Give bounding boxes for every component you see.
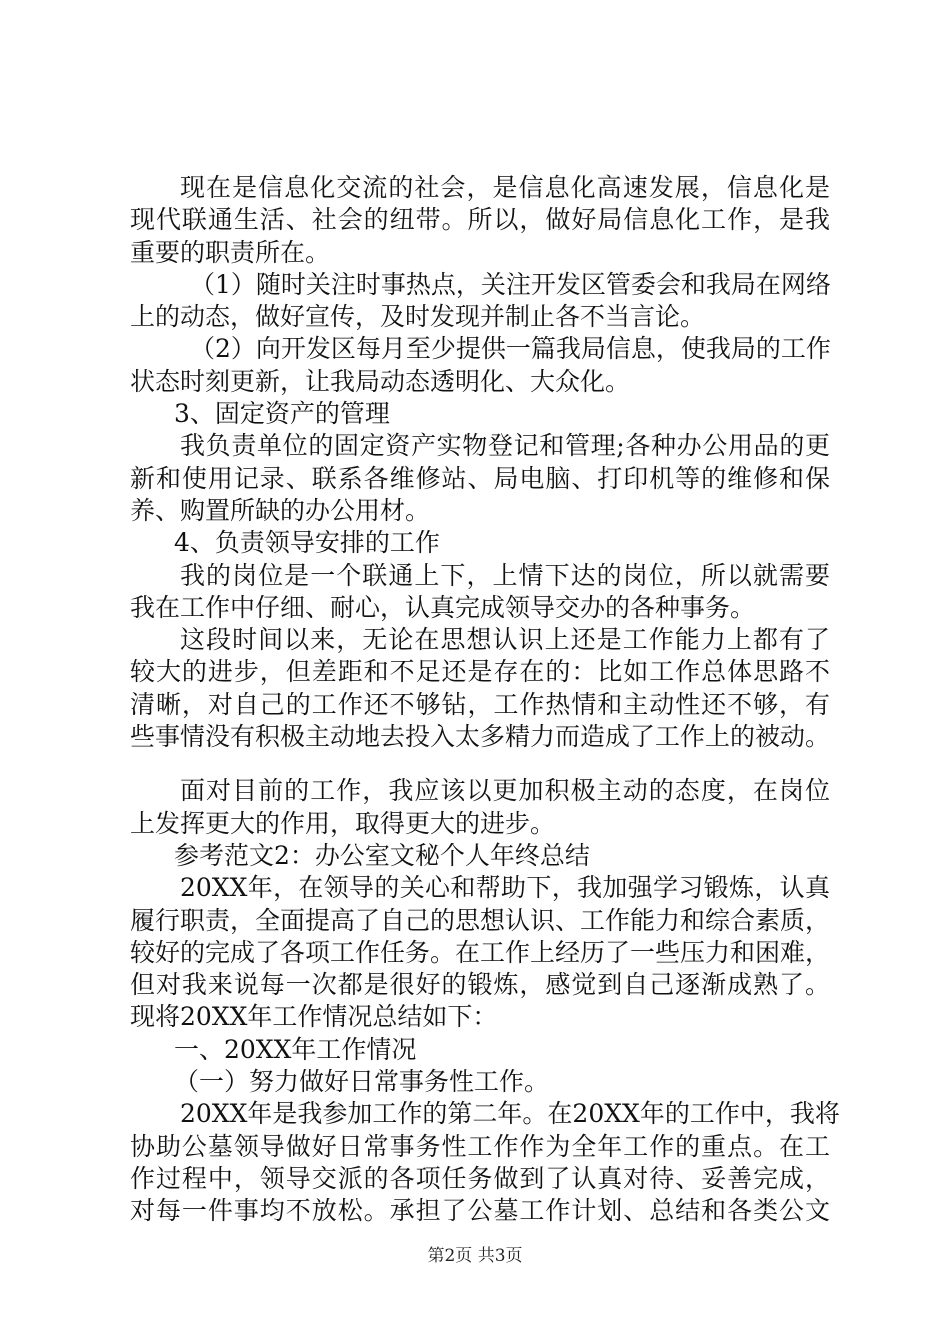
text-line: 些事情没有积极主动地去投入太多精力而造成了工作上的被动。 [130, 722, 831, 752]
text-line: 现代联通生活、社会的纽带。所以，做好局信息化工作，是我 [130, 205, 830, 235]
text-line: 20XX年，在领导的关心和帮助下，我加强学习锻炼，认真 [180, 873, 830, 903]
text-line: 较大的进步，但差距和不足还是存在的：比如工作总体思路不 [130, 657, 830, 687]
text-line: 20XX年是我参加工作的第二年。在20XX年的工作中，我将 [180, 1099, 840, 1129]
text-line: 我在工作中仔细、耐心，认真完成领导交办的各种事务。 [130, 592, 756, 622]
text-line: 新和使用记录、联系各维修站、局电脑、打印机等的维修和保 [130, 463, 830, 493]
subsection-heading: （一）努力做好日常事务性工作。 [174, 1067, 550, 1097]
text-line: 现将20XX年工作情况总结如下： [130, 1002, 498, 1032]
text-line: 状态时刻更新，让我局动态透明化、大众化。 [130, 366, 631, 396]
section-heading: 一、20XX年工作情况 [174, 1034, 417, 1064]
text-line: 较好的完成了各项工作任务。在工作上经历了一些压力和困难， [130, 937, 831, 967]
text-line: 这段时间以来，无论在思想认识上还是工作能力上都有了 [180, 625, 830, 655]
text-line: 养、购置所缺的办公用材。 [130, 495, 431, 525]
text-line: 作过程中，领导交派的各项任务做到了认真对待、妥善完成， [130, 1163, 830, 1193]
section-heading: 3、固定资产的管理 [174, 399, 390, 429]
document-body [130, 172, 840, 1228]
section-heading: 4、负责领导安排的工作 [174, 528, 440, 558]
text-line: 重要的职责所在。 [130, 237, 331, 267]
page-number-footer: 第2页 共3页 [427, 1246, 523, 1266]
text-line: 上发挥更大的作用，取得更大的进步。 [130, 808, 556, 838]
text-line: （2）向开发区每月至少提供一篇我局信息，使我局的工作 [190, 334, 831, 364]
text-line: 清晰，对自己的工作还不够钻，工作热情和主动性还不够，有 [130, 689, 830, 719]
text-line: 面对目前的工作，我应该以更加积极主动的态度，在岗位 [180, 776, 830, 806]
text-line: 上的动态，做好宣传，及时发现并制止各不当言论。 [130, 302, 706, 332]
text-line: 我负责单位的固定资产实物登记和管理;各种办公用品的更 [180, 431, 830, 461]
section-heading: 参考范文2：办公室文秘个人年终总结 [174, 840, 590, 870]
text-line: （1）随时关注时事热点，关注开发区管委会和我局在网络 [190, 269, 831, 299]
text-line: 协助公墓领导做好日常事务性工作作为全年工作的重点。在工 [130, 1131, 830, 1161]
paragraph-gap [130, 753, 830, 775]
text-line: 对每一件事均不放松。承担了公墓工作计划、总结和各类公文 [130, 1196, 830, 1226]
text-line: 现在是信息化交流的社会，是信息化高速发展，信息化是 [180, 173, 830, 202]
text-line: 我的岗位是一个联通上下，上情下达的岗位，所以就需要 [180, 560, 830, 590]
text-line: 但对我来说每一次都是很好的锻炼，感觉到自己逐渐成熟了。 [130, 970, 830, 1000]
text-line: 履行职责，全面提高了自己的思想认识、工作能力和综合素质， [130, 905, 831, 935]
